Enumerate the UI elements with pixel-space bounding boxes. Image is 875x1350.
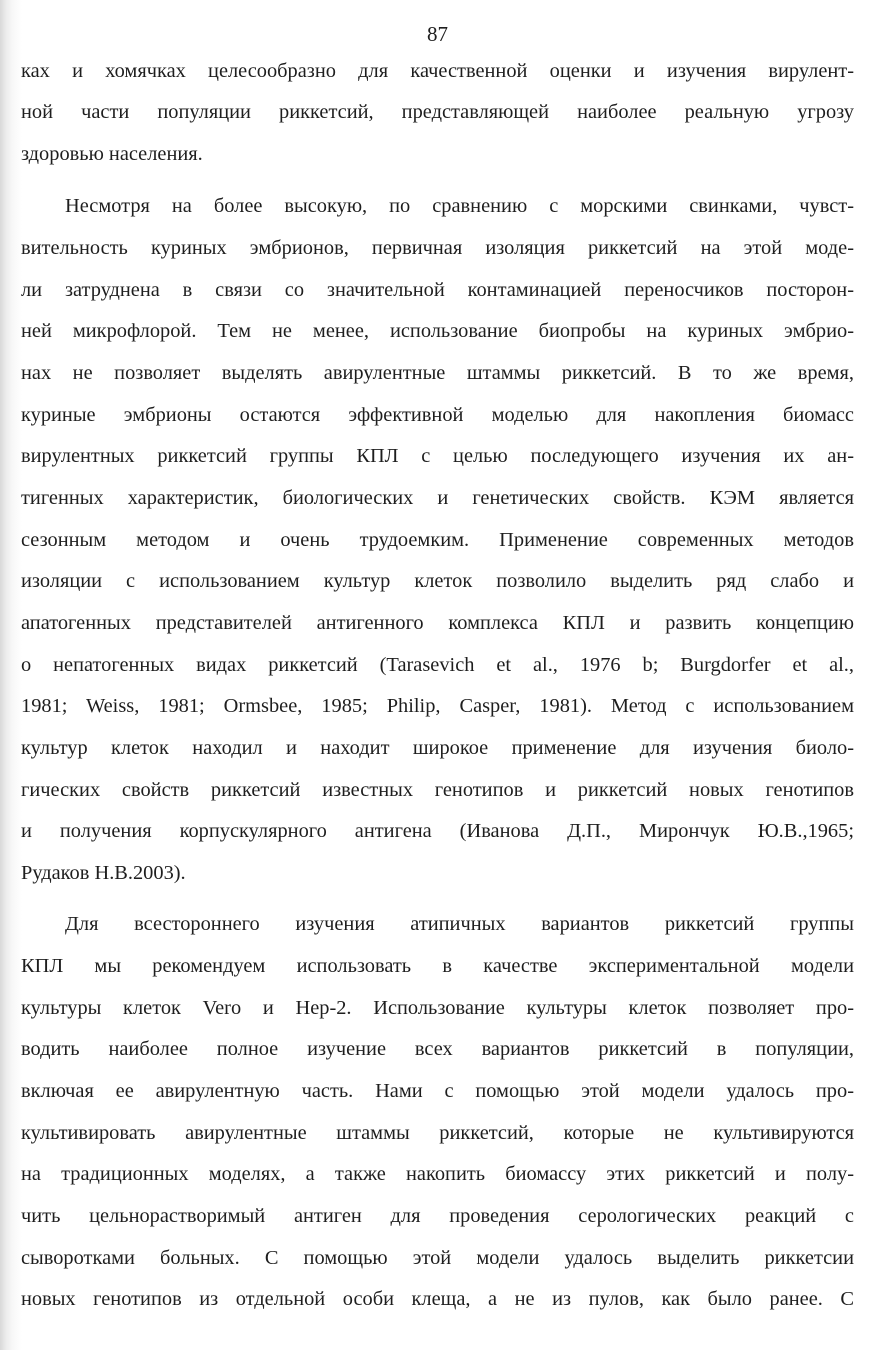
text-line: на традиционных моделях, а также накопить биомассу этих риккетсий и полу- bbox=[21, 1163, 854, 1185]
page-number: 87 bbox=[427, 22, 448, 46]
text-line: культивировать авирулентные штаммы риккетсий, которые не культивируются bbox=[21, 1122, 854, 1144]
text-line: и получения корпускулярного антигена (Иванова Д.П., Мирончук Ю.В.,1965; bbox=[21, 820, 854, 842]
text-line: сезонным методом и очень трудоемким. Применение современных методов bbox=[21, 529, 854, 551]
text-line: вирулентных риккетсий группы КПЛ с целью последующего изучения их ан- bbox=[21, 445, 854, 467]
text-line: КПЛ мы рекомендуем использовать в качестве экспериментальной модели bbox=[21, 955, 854, 977]
text-line: нах не позволяет выделять авирулентные штаммы риккетсий. В то же время, bbox=[21, 362, 854, 384]
text-line: куриные эмбрионы остаются эффективной моделью для накопления биомасс bbox=[21, 404, 854, 426]
text-line: о непатогенных видах риккетсий (Tarasevich et al., 1976 b; Burgdorfer et al., bbox=[21, 654, 854, 676]
text-line: здоровью населения. bbox=[21, 143, 203, 165]
text-line: 1981; Weiss, 1981; Ormsbee, 1985; Philip, Casper, 1981). Метод с использованием bbox=[21, 695, 854, 717]
text-line: культуры клеток Vero и Hep-2. Использование культуры клеток позволяет про- bbox=[21, 997, 854, 1019]
text-line: культур клеток находил и находит широкое применение для изучения биоло- bbox=[21, 737, 854, 759]
text-line: ной части популяции риккетсий, представляющей наиболее реальную угрозу bbox=[21, 101, 854, 123]
text-line: новых генотипов из отдельной особи клеща, а не из пулов, как было ранее. С bbox=[21, 1288, 854, 1310]
paragraph-first-line: Для всестороннего изучения атипичных вариантов риккетсий группы bbox=[65, 913, 854, 935]
text-line: ли затруднена в связи со значительной контаминацией переносчиков посторон- bbox=[21, 279, 854, 301]
paragraph-first-line: Несмотря на более высокую, по сравнению с морскими свинками, чувст- bbox=[65, 195, 854, 217]
text-line: водить наиболее полное изучение всех вариантов риккетсий в популяции, bbox=[21, 1038, 854, 1060]
text-line: изоляции с использованием культур клеток позволило выделить ряд слабо и bbox=[21, 570, 854, 592]
text-line: вительность куриных эмбрионов, первичная изоляция риккетсий на этой моде- bbox=[21, 237, 854, 259]
scan-edge-shadow bbox=[0, 0, 22, 1350]
text-line: тигенных характеристик, биологических и генетических свойств. КЭМ является bbox=[21, 487, 854, 509]
text-line: ней микрофлорой. Тем не менее, использование биопробы на куриных эмбрио- bbox=[21, 320, 854, 342]
text-line: апатогенных представителей антигенного комплекса КПЛ и развить концепцию bbox=[21, 612, 854, 634]
text-line: чить цельнорастворимый антиген для проведения серологических реакций с bbox=[21, 1205, 854, 1227]
text-line: Рудаков Н.В.2003). bbox=[21, 862, 186, 884]
text-line: включая ее авирулентную часть. Нами с помощью этой модели удалось про- bbox=[21, 1080, 854, 1102]
text-line: ках и хомячках целесообразно для качественной оценки и изучения вирулент- bbox=[21, 60, 854, 82]
text-line: гических свойств риккетсий известных генотипов и риккетсий новых генотипов bbox=[21, 779, 854, 801]
text-line: сыворотками больных. С помощью этой модели удалось выделить риккетсии bbox=[21, 1247, 854, 1269]
